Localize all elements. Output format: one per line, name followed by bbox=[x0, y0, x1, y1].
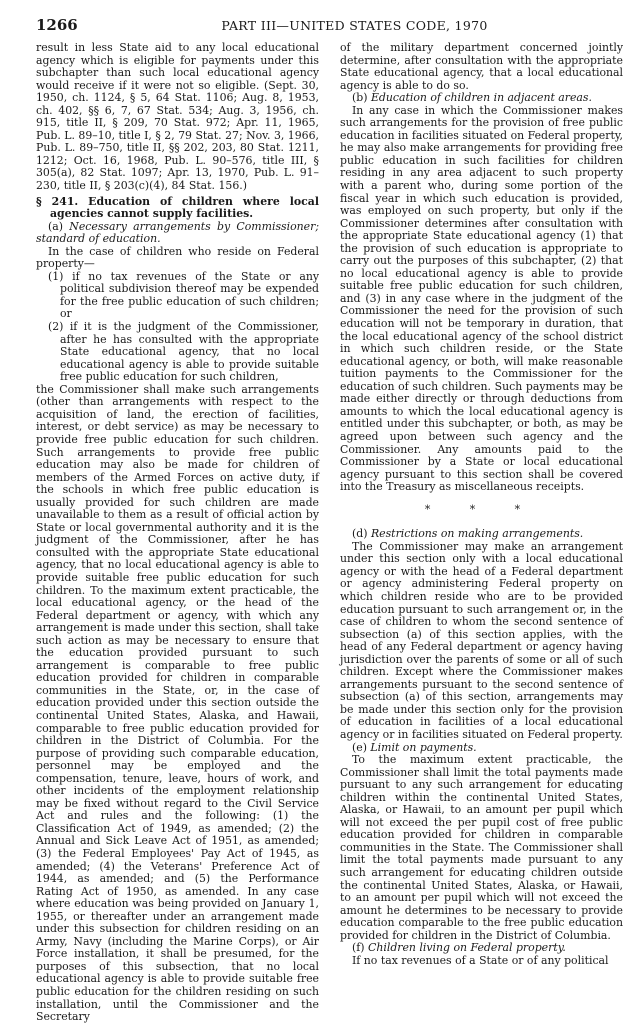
subsection-a-heading bbox=[36, 221, 319, 246]
left-column bbox=[36, 42, 319, 1024]
running-head: PART III—UNITED STATES CODE, 1970 bbox=[221, 18, 488, 33]
subsection-label: (e) bbox=[352, 740, 367, 754]
page-number: 1266 bbox=[36, 16, 78, 34]
list-item: (2) if it is the judgment of the Commissioner, after he has consulted with the appropriate State educational agency, that no local educational agency is able to provide suitable free public education for such children, bbox=[48, 320, 319, 384]
subsection-label: (a) bbox=[48, 219, 63, 233]
page-header bbox=[36, 16, 613, 38]
subsection-label: (f) bbox=[352, 941, 365, 955]
statutory-history-paragraph: result in less State aid to any local educational agency which is eligible for payments under this subchapter than such local educational agency would receive if it were not so eligible. (Sept. 30, 1950, ch. 1124, § 5, 64 Stat. 1106; Aug. 8, 1953, ch. 402, §§ 6, 7, 67 Stat. 534; Aug. 3, 1956, ch. 915, title II, § 209, 70 Stat. 972; Apr. 11, 1965, Pub. L. 89–10, title I, § 2, 79 Stat. 27; Nov. 3, 1966, Pub. L. 89–750, title II, §§ 202, 203, 80 Stat. 1211, 1212; Oct. 16, 1968, Pub. L. 90–576, title III, § 305(a), 82 Stat. 1097; Apr. 13, 1970, Pub. L. 91–230, title II, § 203(c)(4), 84 Stat. 156.) bbox=[36, 41, 319, 193]
body-paragraph: If no tax revenues of a State or of any political bbox=[352, 953, 609, 967]
subsection-title: Limit on payments. bbox=[370, 740, 477, 754]
body-paragraph: The Commissioner may make an arrangement under this section only with a local educational agency or with the head of a Federal department or agency administering Federal property on which children reside who are to be provided education pursuant to such arrangement or, in the case of children to whom the second sentence of subsection (a) of this section applies, with the head of any Federal department or agency having jurisdiction over the parents of some or all of such children. Except where the Commissioner makes arrangements pursuant to the second sentence of subsection (a) of this section, arrangements may be made under this section only for the provision of education in facilities of a local educational agency or in facilities situated on Federal property. bbox=[340, 539, 623, 741]
omission-stars: * * * bbox=[424, 502, 539, 516]
body-paragraph: of the military department concerned jointly determine, after consultation with the appropriate State educational agency, that a local educational agency is able to do so. bbox=[340, 41, 623, 92]
subsection-title: Necessary arrangements by Commissioner; standard of education. bbox=[36, 219, 319, 246]
subsection-d-heading bbox=[340, 528, 623, 541]
subsection-label: (d) bbox=[352, 527, 368, 541]
body-paragraph: the Commissioner shall make such arrangements (other than arrangements with respect to the acquisition of land, the erection of facilities, interest, or debt service) as may be necessary to provide free public education for such children. Such arrangements to provide free public education may also be made for children of members of the Armed Forces on active duty, if the schools in which free public education is usually provided for such children are made unavailable to them as a result of official action by State or local governmental authority and it is the judgment of the Commissioner, after he has consulted with the appropriate State educational agency, that no local educational agency is able to provide suitable free public education for such children. To the maximum extent practicable, the local educational agency, or the head of the Federal department or agency, with which any arrangement is made under this section, shall take such action as may be necessary to ensure that the education provided pursuant to such arrangement is comparable to free public education provided for children in comparable communities in the State, or, in the case of education provided under this section outside the continental United States, Alaska, and Hawaii, comparable to free public education provided for children in the District of Columbia. For the purpose of providing such comparable education, personnel may be employed and the compensation, tenure, leave, hours of work, and other incidents of the employment relationship may be fixed without regard to the Civil Service Act and rules and the following: (1) the Classification Act of 1949, as amended; (2) the Annual and Sick Leave Act of 1951, as amended; (3) the Federal Employees' Pay Act of 1945, as amended; (4) the Veterans' Preference Act of 1944, as amended; and (5) the Performance Rating Act of 1950, as amended. In any case where education was being provided on January 1, 1955, or thereafter under an arrangement made under this subsection for children residing on an Army, Navy (including the Marine Corps), or Air Force installation, it shall be presumed, for the purposes of this subsection, that no local educational agency is able to provide suitable free public education for the children residing on such installation, until the Commissioner and the Secretary bbox=[36, 382, 319, 1024]
subsection-title: Education of children in adjacent areas. bbox=[370, 91, 592, 105]
body-paragraph: In the case of children who reside on Federal property— bbox=[36, 244, 319, 271]
subsection-b-heading bbox=[340, 92, 623, 105]
subsection-title: Children living on Federal property. bbox=[368, 941, 566, 955]
list-item: (1) if no tax revenues of the State or any political subdivision thereof may be expended for the free public education of such children; or bbox=[48, 269, 319, 321]
right-column bbox=[340, 42, 623, 967]
body-paragraph: To the maximum extent practicable, the Commissioner shall limit the total payments made pursuant to any such arrangement for educating children within the continental United States, Alaska, or Hawaii, to an amount per pupil which will not exceed the per pupil cost of free public education provided for children in comparable communities in the State. The Commissioner shall limit the total payments made pursuant to any such arrangement for educating children outside the continental United States, Alaska, or Hawaii, to an amount per pupil which will not exceed the amount he determines to be necessary to provide education comparable to the free public education provided for children in the District of Columbia. bbox=[340, 753, 623, 942]
subsection-label: (b) bbox=[352, 91, 368, 105]
subsection-title: Restrictions on making arrangements. bbox=[370, 527, 584, 541]
subsection-f-heading bbox=[340, 942, 623, 955]
section-heading: § 241. Education of children where local agencies cannot supply facilities. bbox=[36, 194, 319, 221]
body-paragraph: In any case in which the Commissioner makes such arrangements for the provision of free public education in facilities situated on Federal property, he may also make arrangements for providing free public education in such facilities for children residing in any area adjacent to such property with a parent who, during some portion of the fiscal year in which such education is provided, was employed on such property, but only if the Commissioner determines after consultation with the appropriate State educational agency (1) that the provision of such education is appropriate to carry out the purposes of this subchapter, (2) that no local educational agency is able to provide suitable free public education for such children, and (3) in any case where in the judgment of the Commissioner the need for the provision of such education will not be temporary in duration, that the local educational agency of the school district in which such children reside, or the State educational agency, or both, will make reasonable tuition payments to the Commissioner for the education of such children. Such payments may be made either directly or through deductions from amounts to which the local educational agency is entitled under this subchapter, or both, as may be agreed upon between such agency and the Commissioner. Any amounts paid to the Commissioner by a State or local educational agency pursuant to this section shall be covered into the Treasury as miscellaneous receipts. bbox=[340, 103, 623, 494]
